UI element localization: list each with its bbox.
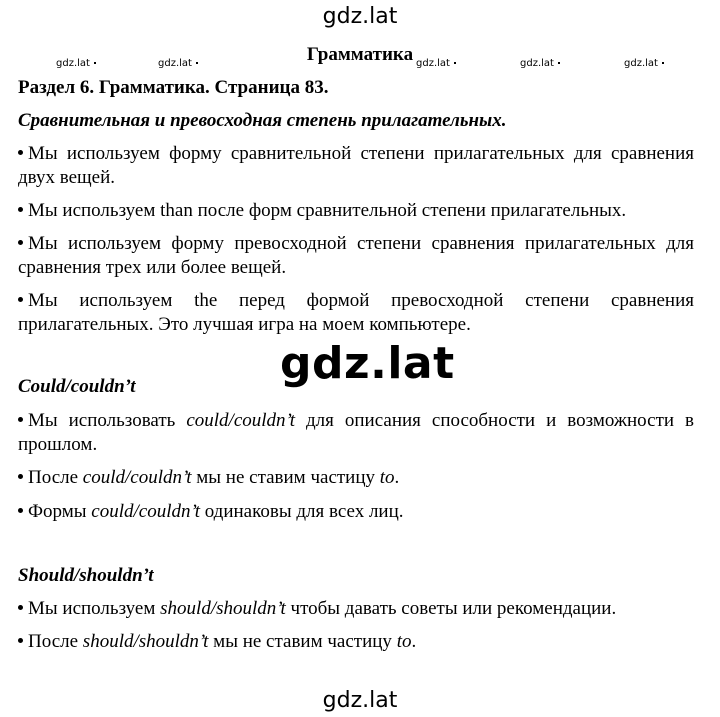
- watermark-small: gdz.lat: [158, 58, 198, 69]
- list-item: Мы используем the перед формой превосходной степени сравнения прилагательных. Это лучшая игра на моем компьютере.: [18, 290, 694, 335]
- list-item: После should/shouldn’t мы не ставим частицу to.: [18, 630, 694, 654]
- bullet-icon: [18, 240, 23, 245]
- list-item: Формы could/couldn’t одинаковы для всех лиц.: [18, 500, 694, 524]
- watermark-large: gdz.lat: [280, 338, 455, 389]
- term-to: to: [379, 467, 395, 488]
- term-should: should/shouldn’t: [160, 598, 286, 619]
- bullet-icon: [18, 150, 23, 155]
- bullet-icon: [18, 297, 23, 302]
- watermark-top: gdz.lat: [322, 4, 398, 29]
- list-item: Мы используем should/shouldn’t чтобы давать советы или рекомендации.: [18, 597, 694, 621]
- list-item: Мы используем форму превосходной степени сравнения прилагательных для сравнения трех или более вещей.: [18, 233, 694, 278]
- list-item: Мы используем форму сравнительной степени прилагательных для сравнения двух вещей.: [18, 143, 694, 188]
- watermark-small: gdz.lat: [520, 58, 560, 69]
- watermark-bottom: gdz.lat: [322, 688, 398, 713]
- bullet-icon: [18, 207, 23, 212]
- term-could: could/couldn’t: [91, 501, 200, 522]
- section-title: Раздел 6. Грамматика. Страница 83.: [18, 77, 329, 98]
- bullet-icon: [18, 417, 23, 422]
- could-title: Could/couldn’t: [18, 376, 136, 397]
- bullet-icon: [18, 605, 23, 610]
- should-title: Should/shouldn’t: [18, 565, 154, 586]
- watermark-small: gdz.lat: [56, 58, 96, 69]
- list-item: Мы используем than после форм сравнительной степени прилагательных.: [18, 199, 694, 223]
- watermark-small: gdz.lat: [416, 58, 456, 69]
- term-could: could/couldn’t: [82, 467, 192, 488]
- comparatives-title: Сравнительная и превосходная степень прилагательных.: [18, 110, 507, 131]
- page-header-title: Грамматика: [306, 44, 414, 65]
- term-could: could/couldn’t: [186, 410, 296, 431]
- bullet-icon: [18, 508, 23, 513]
- bullet-icon: [18, 474, 23, 479]
- list-item: Мы использовать could/couldn’t для описания способности и возможности в прошлом.: [18, 410, 694, 455]
- term-to: to: [396, 631, 412, 652]
- watermark-small: gdz.lat: [624, 58, 664, 69]
- list-item: После could/couldn’t мы не ставим частицу to.: [18, 466, 694, 490]
- bullet-icon: [18, 638, 23, 643]
- term-should: should/shouldn’t: [82, 631, 209, 652]
